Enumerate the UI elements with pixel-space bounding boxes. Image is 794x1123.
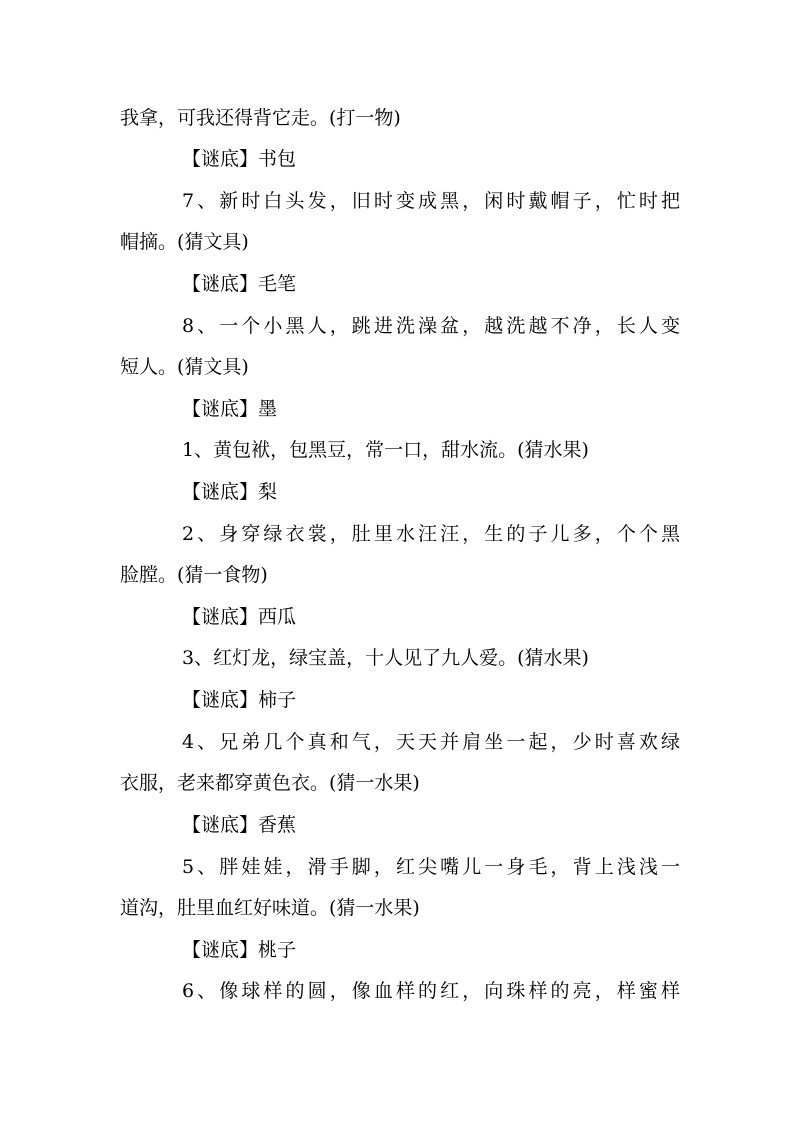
riddle-question-continuation: 道沟，肚里血红好味道。(猜一水果) — [120, 897, 420, 919]
riddle-answer: 【谜底】梨 — [182, 481, 278, 503]
riddle-answer: 【谜底】桃子 — [182, 939, 297, 961]
text-line-continuation: 我拿，可我还得背它走。(打一物) — [120, 107, 401, 129]
riddle-answer: 【谜底】书包 — [182, 148, 297, 170]
riddle-question: 2、身穿绿衣裳，肚里水汪汪，生的子儿多，个个黑 — [182, 523, 680, 545]
riddle-question: 5、胖娃娃，滑手脚，红尖嘴儿一身毛，背上浅浅一 — [182, 856, 680, 878]
riddle-answer: 【谜底】西瓜 — [182, 606, 297, 628]
riddle-question-continuation: 衣服，老来都穿黄色衣。(猜一水果) — [120, 772, 420, 794]
riddle-question-continuation: 短人。(猜文具) — [120, 356, 249, 378]
riddle-answer: 【谜底】墨 — [182, 398, 278, 420]
riddle-question: 7、新时白头发，旧时变成黑，闲时戴帽子，忙时把 — [182, 190, 680, 212]
riddle-answer: 【谜底】毛笔 — [182, 273, 297, 295]
riddle-question: 6、像球样的圆，像血样的红，向珠样的亮，样蜜样 — [182, 980, 680, 1002]
riddle-question: 4、兄弟几个真和气，天天并肩坐一起，少时喜欢绿 — [182, 731, 680, 753]
riddle-question: 3、红灯龙，绿宝盖，十人见了九人爱。(猜水果) — [182, 647, 589, 669]
riddle-question-continuation: 脸膛。(猜一食物) — [120, 564, 268, 586]
riddle-question-continuation: 帽摘。(猜文具) — [120, 231, 249, 253]
riddle-answer: 【谜底】柿子 — [182, 689, 297, 711]
riddle-question: 8、一个小黑人，跳进洗澡盆，越洗越不净，长人变 — [182, 315, 680, 337]
riddle-question: 1、黄包袱，包黑豆，常一口，甜水流。(猜水果) — [182, 439, 589, 461]
riddle-answer: 【谜底】香蕉 — [182, 814, 297, 836]
